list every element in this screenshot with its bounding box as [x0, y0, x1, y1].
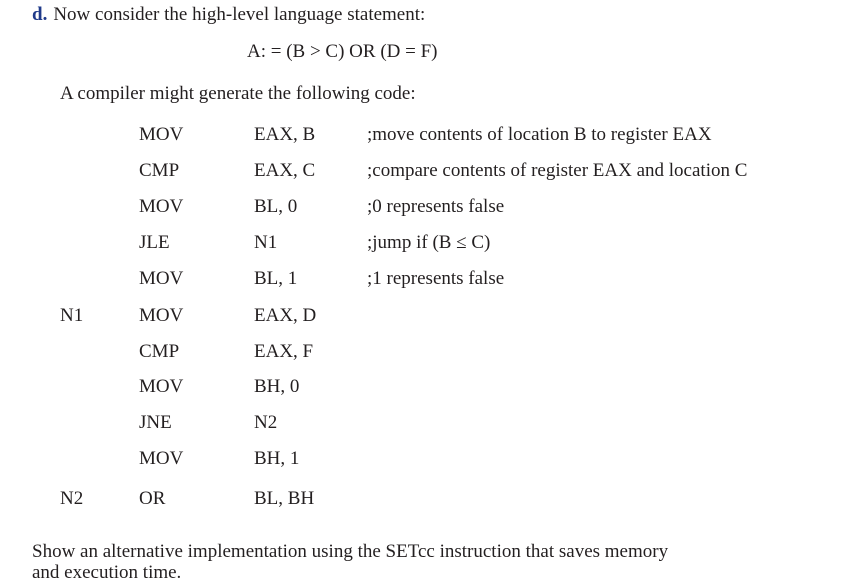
- code-operand: EAX, C: [254, 160, 316, 181]
- code-operand: BL, 1: [254, 268, 298, 289]
- question-intro: Now consider the high-level language statement:: [53, 4, 426, 25]
- compiler-lead-in: A compiler might generate the following code:: [60, 83, 416, 104]
- code-opcode: MOV: [139, 305, 184, 326]
- code-line: [0, 232, 861, 258]
- code-operand: BH, 1: [254, 448, 300, 469]
- code-line: [0, 488, 861, 514]
- code-line: [0, 412, 861, 438]
- question-intro-line: [32, 4, 425, 26]
- code-comment: ;0 represents false: [367, 196, 505, 217]
- code-line: [0, 448, 861, 474]
- code-operand: EAX, F: [254, 341, 314, 362]
- code-operand: BL, 0: [254, 196, 298, 217]
- code-line: [0, 376, 861, 402]
- code-line: [0, 124, 861, 150]
- code-opcode: CMP: [139, 341, 180, 362]
- code-label: N2: [60, 488, 84, 509]
- code-comment: ;move contents of location B to register EAX: [367, 124, 712, 145]
- code-opcode: JNE: [139, 412, 172, 433]
- code-opcode: MOV: [139, 124, 184, 145]
- question-label: d.: [32, 4, 48, 25]
- code-label: N1: [60, 305, 84, 326]
- code-comment: ;1 represents false: [367, 268, 505, 289]
- code-operand: N1: [254, 232, 278, 253]
- code-operand: N2: [254, 412, 278, 433]
- code-opcode: MOV: [139, 196, 184, 217]
- code-operand: BL, BH: [254, 488, 315, 509]
- code-opcode: JLE: [139, 232, 170, 253]
- code-opcode: MOV: [139, 268, 184, 289]
- code-operand: BH, 0: [254, 376, 300, 397]
- code-comment: ;compare contents of register EAX and location C: [367, 160, 748, 181]
- hll-statement: A: = (B > C) OR (D = F): [247, 41, 438, 62]
- code-opcode: OR: [139, 488, 166, 509]
- code-opcode: MOV: [139, 376, 184, 397]
- code-comment: ;jump if (B ≤ C): [367, 232, 491, 253]
- code-opcode: CMP: [139, 160, 180, 181]
- closing-line-2: and execution time.: [32, 562, 182, 583]
- code-line: [0, 341, 861, 367]
- code-line: [0, 160, 861, 186]
- code-operand: EAX, D: [254, 305, 317, 326]
- code-opcode: MOV: [139, 448, 184, 469]
- code-operand: EAX, B: [254, 124, 316, 145]
- closing-line-1: Show an alternative implementation using the SETcc instruction that saves memory: [32, 541, 669, 562]
- code-line: [0, 196, 861, 222]
- code-line: [0, 305, 861, 331]
- code-line: [0, 268, 861, 294]
